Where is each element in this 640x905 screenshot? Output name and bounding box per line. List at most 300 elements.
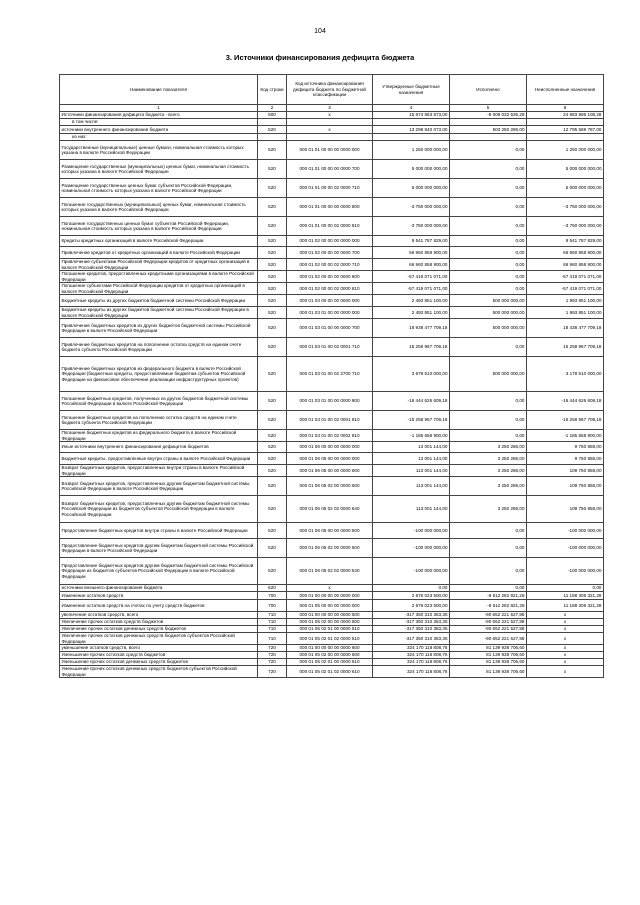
row-executed: -90 652 221 527,88 — [450, 633, 527, 645]
row-approved: -16 444 626 609,18 — [373, 392, 450, 411]
row-name: Источники финансирования дефицита бюджета - всего — [60, 112, 258, 119]
row-approved: -317 350 310 363,35 — [373, 619, 450, 626]
row-approved: -15 258 967 709,18 — [373, 411, 450, 430]
row-source-code: 000 01 06 05 00 00 0000 500 — [287, 523, 373, 539]
row-executed: 0,00 — [450, 558, 527, 585]
header-unexecuted: Неисполненные назначения — [527, 75, 604, 105]
row-source-code — [287, 119, 373, 126]
table-row — [60, 198, 604, 217]
row-code: 620 — [258, 585, 287, 592]
row-name: Привлечение бюджетных кредитов из федерального бюджета в валюте Российской Федерации (бюджетные кредиты, предоставляемые бюджетам субъектов Российской Федерации на финансовое обеспечение реализации инфраструктурных проектов) — [60, 357, 258, 392]
table-row — [60, 659, 604, 666]
table-row — [60, 465, 604, 477]
row-code: 700 — [258, 592, 287, 600]
row-source-code: 000 01 01 00 00 02 0000 810 — [287, 217, 373, 236]
row-executed: 0,00 — [450, 247, 527, 259]
row-source-code: 000 01 03 01 00 02 0001 710 — [287, 338, 373, 357]
header-executed: Исполнено — [450, 75, 527, 105]
row-name: Государственные (муниципальные) ценные бумаги, номинальная стоимость которых указана в валюте Российской Федерации — [60, 141, 258, 160]
row-unexecuted: -57 419 071 071,00 — [527, 283, 604, 295]
row-source-code: 000 01 05 00 00 00 0000 000 — [287, 600, 373, 612]
row-name: Погашение субъектами Российской Федерации кредитов от кредитных организаций в валюте Российской Федерации — [60, 283, 258, 295]
row-executed: 3 250 286,00 — [450, 465, 527, 477]
row-approved: -100 000 000,00 — [373, 523, 450, 539]
row-unexecuted: 18 438 477 709,18 — [527, 319, 604, 338]
row-code: 720 — [258, 645, 287, 652]
table-row — [60, 558, 604, 585]
row-approved: -100 000 000,00 — [373, 539, 450, 558]
row-code: 520 — [258, 141, 287, 160]
table-row — [60, 626, 604, 633]
row-approved: 18 938 477 709,18 — [373, 319, 450, 338]
row-unexecuted: 5 000 000 000,00 — [527, 179, 604, 198]
row-unexecuted: -16 444 626 609,18 — [527, 392, 604, 411]
row-unexecuted: -3 750 000 000,00 — [527, 198, 604, 217]
row-approved: 15 258 967 709,18 — [373, 338, 450, 357]
table-row — [60, 126, 604, 134]
row-unexecuted: х — [527, 645, 604, 652]
table-row — [60, 319, 604, 338]
row-executed — [450, 119, 527, 126]
row-name: Привлечение бюджетных кредитов из других бюджетов бюджетной системы Российской Федерации в валюте Российской Федерации — [60, 319, 258, 338]
row-unexecuted: 9 750 858,00 — [527, 453, 604, 465]
row-approved: 15 974 863 573,00 — [373, 112, 450, 119]
row-approved: 324 170 118 808,76 — [373, 652, 450, 659]
row-unexecuted: 15 258 967 709,18 — [527, 338, 604, 357]
row-executed: 500 000 000,00 — [450, 357, 527, 392]
table-row — [60, 179, 604, 198]
row-source-code: 000 01 06 05 02 00 0000 500 — [287, 539, 373, 558]
row-name: Бюджетные кредиты, предоставленные внутри страны в валюте Российской Федерации — [60, 453, 258, 465]
row-source-code: 000 01 06 05 02 02 0000 540 — [287, 558, 373, 585]
row-executed: 81 139 938 706,60 — [450, 645, 527, 652]
row-unexecuted: х — [527, 626, 604, 633]
row-unexecuted: 12 795 589 787,00 — [527, 126, 604, 134]
table-row — [60, 619, 604, 626]
row-approved: 5 000 000 000,00 — [373, 160, 450, 179]
table-row — [60, 652, 604, 659]
table-row — [60, 307, 604, 319]
row-unexecuted: 9 541 787 829,00 — [527, 236, 604, 247]
row-name: Привлечение субъектами Российской Федерации кредитов от кредитных организаций в валюте Российской Федерации — [60, 259, 258, 271]
row-executed: -8 009 032 535,28 — [450, 112, 527, 119]
row-name: Погашение кредитов, предоставленных кредитными организациями в валюте Российской Федерации — [60, 271, 258, 283]
row-unexecuted: 9 750 858,00 — [527, 442, 604, 453]
row-source-code: 000 01 05 02 00 00 0000 500 — [287, 619, 373, 626]
row-code: 520 — [258, 179, 287, 198]
row-unexecuted: -3 750 000 000,00 — [527, 217, 604, 236]
row-name: Уменьшение прочих остатков денежных средств бюджетов — [60, 659, 258, 666]
table-row — [60, 585, 604, 592]
row-unexecuted: 5 000 000 000,00 — [527, 160, 604, 179]
row-name: источники внешнего финансирования бюджета — [60, 585, 258, 592]
table-row — [60, 283, 604, 295]
table-row — [60, 411, 604, 430]
row-code: 520 — [258, 259, 287, 271]
row-executed: 500 000 000,00 — [450, 319, 527, 338]
row-executed: 81 139 938 706,60 — [450, 659, 527, 666]
row-name: Изменение остатков средств — [60, 592, 258, 600]
row-name: Погашение бюджетных кредитов из федерального бюджета в валюте Российской Федерации — [60, 430, 258, 442]
row-code: 520 — [258, 126, 287, 134]
row-source-code: 000 01 02 00 00 00 0000 700 — [287, 247, 373, 259]
row-code: 720 — [258, 666, 287, 678]
row-approved: 66 960 858 900,00 — [373, 247, 450, 259]
table-row — [60, 271, 604, 283]
row-unexecuted: -100 000 000,00 — [527, 523, 604, 539]
row-name: Предоставление бюджетных кредитов внутри страны в валюте Российской Федерации — [60, 523, 258, 539]
row-executed: 0,00 — [450, 236, 527, 247]
row-code: 520 — [258, 357, 287, 392]
row-unexecuted: х — [527, 666, 604, 678]
table-row — [60, 134, 604, 141]
row-code: 520 — [258, 198, 287, 217]
table-row — [60, 295, 604, 307]
table-row — [60, 666, 604, 678]
row-source-code: 000 01 05 02 01 02 0000 610 — [287, 666, 373, 678]
row-name: Возврат бюджетных кредитов, предоставленных внутри страны в валюте Российской Федерации — [60, 465, 258, 477]
row-executed: 0,00 — [450, 198, 527, 217]
row-code — [258, 119, 287, 126]
row-source-code: 000 01 00 00 00 00 0000 600 — [287, 645, 373, 652]
row-code: 520 — [258, 271, 287, 283]
table-row — [60, 442, 604, 453]
row-source-code: 000 01 03 01 00 00 0000 000 — [287, 307, 373, 319]
table-row — [60, 392, 604, 411]
row-code: 520 — [258, 338, 287, 357]
table-row — [60, 453, 604, 465]
row-code: 520 — [258, 307, 287, 319]
row-approved: 0,00 — [373, 585, 450, 592]
row-code: 520 — [258, 465, 287, 477]
row-unexecuted: -100 000 000,00 — [527, 558, 604, 585]
row-approved: 113 001 144,00 — [373, 496, 450, 523]
table-row — [60, 160, 604, 179]
table-row — [60, 112, 604, 119]
table-row — [60, 119, 604, 126]
col-number: 2 — [258, 105, 287, 112]
row-source-code: 000 01 06 05 02 00 0000 600 — [287, 477, 373, 496]
row-approved: -3 750 000 000,00 — [373, 198, 450, 217]
row-code: 520 — [258, 523, 287, 539]
row-approved: 113 001 144,00 — [373, 477, 450, 496]
row-source-code: 000 01 03 01 00 00 0000 700 — [287, 319, 373, 338]
row-approved: 2 676 023 500,00 — [373, 600, 450, 612]
row-executed — [450, 134, 527, 141]
row-approved: -1 185 658 900,00 — [373, 430, 450, 442]
row-code: 520 — [258, 392, 287, 411]
row-source-code — [287, 134, 373, 141]
row-name: Увеличение прочих остатков денежных средств бюджетов субъектов Российской Федерации — [60, 633, 258, 645]
row-code: 520 — [258, 247, 287, 259]
row-unexecuted: х — [527, 619, 604, 626]
row-unexecuted: х — [527, 612, 604, 619]
row-approved: 3 679 510 000,00 — [373, 357, 450, 392]
row-unexecuted: 3 179 510 000,00 — [527, 357, 604, 392]
row-source-code: 000 01 01 00 00 00 0000 700 — [287, 160, 373, 179]
row-code: 710 — [258, 612, 287, 619]
row-approved: 9 541 787 829,00 — [373, 236, 450, 247]
row-name: Уменьшение прочих остатков средств бюджетов — [60, 652, 258, 659]
row-unexecuted: 11 188 306 321,28 — [527, 600, 604, 612]
table-row — [60, 338, 604, 357]
row-approved: 13 298 840 073,00 — [373, 126, 450, 134]
table-row — [60, 477, 604, 496]
row-unexecuted: 24 983 896 108,28 — [527, 112, 604, 119]
header-approved: Утвержденные бюджетные назначения — [373, 75, 450, 105]
row-approved: -317 350 310 363,35 — [373, 626, 450, 633]
row-approved: -317 350 310 363,35 — [373, 633, 450, 645]
row-executed: 500 000 000,00 — [450, 307, 527, 319]
table-row — [60, 539, 604, 558]
row-approved: 1 250 000 000,00 — [373, 141, 450, 160]
header-code: Код строки — [258, 75, 287, 105]
row-name: Предоставление бюджетных кредитов другим бюджетам бюджетной системы Российской Федерации в валюте Российской Федерации — [60, 539, 258, 558]
row-approved: 5 000 000 000,00 — [373, 179, 450, 198]
table-row — [60, 523, 604, 539]
financing-sources-table — [59, 74, 604, 678]
row-name: Привлечение бюджетных кредитов на пополнение остатка средств на едином счете бюджета субъекта Российской Федерации — [60, 338, 258, 357]
row-name: Кредиты кредитных организаций в валюте Российской Федерации — [60, 236, 258, 247]
row-approved — [373, 134, 450, 141]
row-unexecuted: -57 419 071 071,00 — [527, 271, 604, 283]
row-name: Бюджетные кредиты из других бюджетов бюджетной системы Российской Федерации — [60, 295, 258, 307]
row-code: 520 — [258, 411, 287, 430]
row-source-code: х — [287, 585, 373, 592]
row-source-code: 000 01 05 02 00 00 0000 600 — [287, 652, 373, 659]
row-name: Бюджетные кредиты из других бюджетов бюджетной системы Российской Федерации в валюте Российской Федерации — [60, 307, 258, 319]
row-unexecuted: 1 993 851 100,00 — [527, 307, 604, 319]
row-executed: 0,00 — [450, 430, 527, 442]
row-code: 720 — [258, 659, 287, 666]
row-unexecuted: х — [527, 659, 604, 666]
row-approved: -317 350 310 363,35 — [373, 612, 450, 619]
row-source-code: 000 01 05 02 01 00 0000 510 — [287, 626, 373, 633]
row-unexecuted: -1 185 658 900,00 — [527, 430, 604, 442]
row-name: Погашение бюджетных кредитов на пополнение остатка средств на едином счете бюджета субъекта Российской Федерации — [60, 411, 258, 430]
row-unexecuted: 66 960 858 900,00 — [527, 247, 604, 259]
table-row — [60, 217, 604, 236]
row-source-code: 000 01 00 00 00 00 0000 500 — [287, 612, 373, 619]
row-name: Размещение государственных ценных бумаг субъектов Российской Федерации, номинальная стоимость которых указана в валюте Российской Федерации — [60, 179, 258, 198]
row-code: 520 — [258, 477, 287, 496]
row-source-code: 000 01 02 00 00 02 0000 710 — [287, 259, 373, 271]
row-executed: 500 000 000,00 — [450, 295, 527, 307]
row-name: Погашение государственных ценных бумаг субъектов Российской Федерации, номинальная стоимость которых указана в валюте Российской Федерации — [60, 217, 258, 236]
row-executed: -8 512 282 821,28 — [450, 600, 527, 612]
row-name: Уменьшение прочих остатков денежных средств бюджетов субъектов Российской Федерации — [60, 666, 258, 678]
row-unexecuted — [527, 119, 604, 126]
row-name: увеличение остатков средств, всего — [60, 612, 258, 619]
row-name: Увеличение прочих остатков денежных средств бюджетов — [60, 626, 258, 633]
row-code: 520 — [258, 319, 287, 338]
row-name: источники внутреннего финансирования бюджета — [60, 126, 258, 134]
row-code: 710 — [258, 619, 287, 626]
row-unexecuted: -100 000 000,00 — [527, 539, 604, 558]
row-unexecuted: -15 258 967 709,18 — [527, 411, 604, 430]
row-code: 520 — [258, 283, 287, 295]
row-code: 520 — [258, 295, 287, 307]
row-name: Возврат бюджетных кредитов, предоставленных другим бюджетам бюджетной системы Российской Федерации из бюджетов субъектов Российской Федерации в валюте Российской Федерации — [60, 496, 258, 523]
col-number: 1 — [60, 105, 258, 112]
row-code: 520 — [258, 160, 287, 179]
row-unexecuted: 109 750 858,00 — [527, 465, 604, 477]
row-source-code: х — [287, 112, 373, 119]
row-source-code: 000 01 02 00 00 02 0000 810 — [287, 283, 373, 295]
row-unexecuted — [527, 134, 604, 141]
row-code: 700 — [258, 600, 287, 612]
row-source-code: 000 01 03 01 00 02 2700 710 — [287, 357, 373, 392]
row-executed: 3 250 286,00 — [450, 453, 527, 465]
col-number: 6 — [527, 105, 604, 112]
row-name: Размещение государственных (муниципальных) ценных бумаг, номинальная стоимость которых указана в валюте Российской Федерации — [60, 160, 258, 179]
row-approved — [373, 119, 450, 126]
row-unexecuted: 109 750 858,00 — [527, 477, 604, 496]
row-unexecuted: 1 250 000 000,00 — [527, 141, 604, 160]
table-row — [60, 247, 604, 259]
row-approved: -100 000 000,00 — [373, 558, 450, 585]
row-executed: 503 250 286,00 — [450, 126, 527, 134]
row-code: 520 — [258, 496, 287, 523]
row-executed: 0,00 — [450, 523, 527, 539]
row-approved: 324 170 118 808,76 — [373, 666, 450, 678]
row-unexecuted: 66 960 858 900,00 — [527, 259, 604, 271]
row-code: 520 — [258, 217, 287, 236]
section-title: 3. Источники финансирования дефицита бюджета — [225, 53, 415, 62]
row-name: Возврат бюджетных кредитов, предоставленных другим бюджетам бюджетной системы Российской Федерации в валюте Российской Федерации — [60, 477, 258, 496]
row-source-code: 000 01 01 00 00 00 0000 000 — [287, 141, 373, 160]
row-executed: 0,00 — [450, 283, 527, 295]
row-executed: 0,00 — [450, 539, 527, 558]
row-code: 520 — [258, 453, 287, 465]
row-name: Иные источники внутреннего финансирования дефицитов бюджетов — [60, 442, 258, 453]
row-approved: -57 419 071 071,00 — [373, 271, 450, 283]
row-executed: 0,00 — [450, 259, 527, 271]
row-executed: 0,00 — [450, 271, 527, 283]
col-number: 4 — [373, 105, 450, 112]
table-row — [60, 259, 604, 271]
page-number: 104 — [314, 28, 326, 35]
row-unexecuted: 1 993 851 100,00 — [527, 295, 604, 307]
row-unexecuted: 11 188 306 321,28 — [527, 592, 604, 600]
table-row — [60, 496, 604, 523]
row-executed: -90 652 221 527,88 — [450, 626, 527, 633]
row-executed: 3 250 286,00 — [450, 477, 527, 496]
table-row — [60, 141, 604, 160]
row-source-code: 000 01 01 00 00 02 0000 710 — [287, 179, 373, 198]
row-code: 710 — [258, 633, 287, 645]
table-row — [60, 600, 604, 612]
col-number: 3 — [287, 105, 373, 112]
row-source-code: 000 01 00 00 00 00 0000 000 — [287, 592, 373, 600]
table-row — [60, 236, 604, 247]
row-code: 520 — [258, 539, 287, 558]
row-approved: 2 493 851 100,00 — [373, 307, 450, 319]
row-code: 520 — [258, 442, 287, 453]
row-executed: -8 512 282 821,28 — [450, 592, 527, 600]
table-row — [60, 592, 604, 600]
row-approved: 2 493 851 100,00 — [373, 295, 450, 307]
row-name: Увеличение прочих остатков средств бюджетов — [60, 619, 258, 626]
row-name: Изменение остатков средств на счетах по учету средств бюджетов — [60, 600, 258, 612]
row-source-code: 000 01 05 02 01 02 0000 510 — [287, 633, 373, 645]
header-name: Наименование показателя — [60, 75, 258, 105]
row-executed: 3 250 286,00 — [450, 496, 527, 523]
row-source-code: 000 01 06 05 00 00 0000 000 — [287, 453, 373, 465]
row-approved: -3 750 000 000,00 — [373, 217, 450, 236]
row-approved: -57 419 071 071,00 — [373, 283, 450, 295]
row-unexecuted: х — [527, 633, 604, 645]
row-code: 520 — [258, 236, 287, 247]
col-number: 5 — [450, 105, 527, 112]
row-code: 720 — [258, 652, 287, 659]
row-executed: 0,00 — [450, 141, 527, 160]
row-unexecuted: 0,00 — [527, 585, 604, 592]
header-source-code: Код источника финансирования дефицита бюджета по бюджетной классификации — [287, 75, 373, 105]
row-source-code: 000 01 03 01 00 02 0001 810 — [287, 411, 373, 430]
row-source-code: х — [287, 126, 373, 134]
row-executed: 0,00 — [450, 338, 527, 357]
row-approved: 2 676 023 500,00 — [373, 592, 450, 600]
row-source-code: 000 01 03 00 00 00 0000 000 — [287, 295, 373, 307]
row-executed: 0,00 — [450, 411, 527, 430]
row-code: 500 — [258, 112, 287, 119]
row-executed: 3 250 286,00 — [450, 442, 527, 453]
row-approved: 66 960 858 900,00 — [373, 259, 450, 271]
row-code: 520 — [258, 430, 287, 442]
row-source-code: 000 01 03 01 00 00 0000 800 — [287, 392, 373, 411]
row-executed: -90 652 221 527,88 — [450, 619, 527, 626]
row-unexecuted: х — [527, 652, 604, 659]
row-approved: 113 001 144,00 — [373, 465, 450, 477]
row-executed: 0,00 — [450, 392, 527, 411]
row-approved: 13 001 144,00 — [373, 453, 450, 465]
table-row — [60, 645, 604, 652]
table-row — [60, 357, 604, 392]
row-executed: 0,00 — [450, 179, 527, 198]
row-name: из них: — [60, 134, 258, 141]
row-name: Погашение бюджетных кредитов, полученных из других бюджетов бюджетной системы Российской Федерации в валюте Российской Федерации — [60, 392, 258, 411]
row-source-code: 000 01 06 05 02 02 0000 640 — [287, 496, 373, 523]
row-name: Погашение государственных (муниципальных) ценных бумаг, номинальная стоимость которых указана в валюте Российской Федерации — [60, 198, 258, 217]
row-source-code: 000 01 06 05 00 00 0000 600 — [287, 465, 373, 477]
row-source-code: 000 01 05 02 01 00 0000 610 — [287, 659, 373, 666]
row-executed: -90 652 221 527,88 — [450, 612, 527, 619]
row-source-code: 000 01 02 00 00 00 0000 800 — [287, 271, 373, 283]
row-name: Привлечение кредитов от кредитных организаций в валюте Российской Федерации — [60, 247, 258, 259]
table-row — [60, 430, 604, 442]
row-source-code: 000 01 02 00 00 00 0000 000 — [287, 236, 373, 247]
row-unexecuted: 109 750 858,00 — [527, 496, 604, 523]
row-executed: 0,00 — [450, 160, 527, 179]
row-name: уменьшение остатков средств, всего — [60, 645, 258, 652]
table-row — [60, 612, 604, 619]
row-approved: 324 170 118 808,76 — [373, 645, 450, 652]
row-code: 710 — [258, 626, 287, 633]
row-executed: 0,00 — [450, 217, 527, 236]
row-source-code: 000 01 06 00 00 00 0000 000 — [287, 442, 373, 453]
row-executed: 0,00 — [450, 585, 527, 592]
row-name: в том числе: — [60, 119, 258, 126]
row-approved: 324 170 118 808,76 — [373, 659, 450, 666]
row-code: 520 — [258, 558, 287, 585]
row-approved: 13 001 144,00 — [373, 442, 450, 453]
row-source-code: 000 01 03 01 00 02 0002 810 — [287, 430, 373, 442]
table-row — [60, 633, 604, 645]
row-name: Предоставление бюджетных кредитов другим бюджетам бюджетной системы Российской Федерации из бюджетов субъектов Российской Федерации в валюте Российской Федерации — [60, 558, 258, 585]
row-source-code: 000 01 01 00 00 00 0000 800 — [287, 198, 373, 217]
row-code — [258, 134, 287, 141]
